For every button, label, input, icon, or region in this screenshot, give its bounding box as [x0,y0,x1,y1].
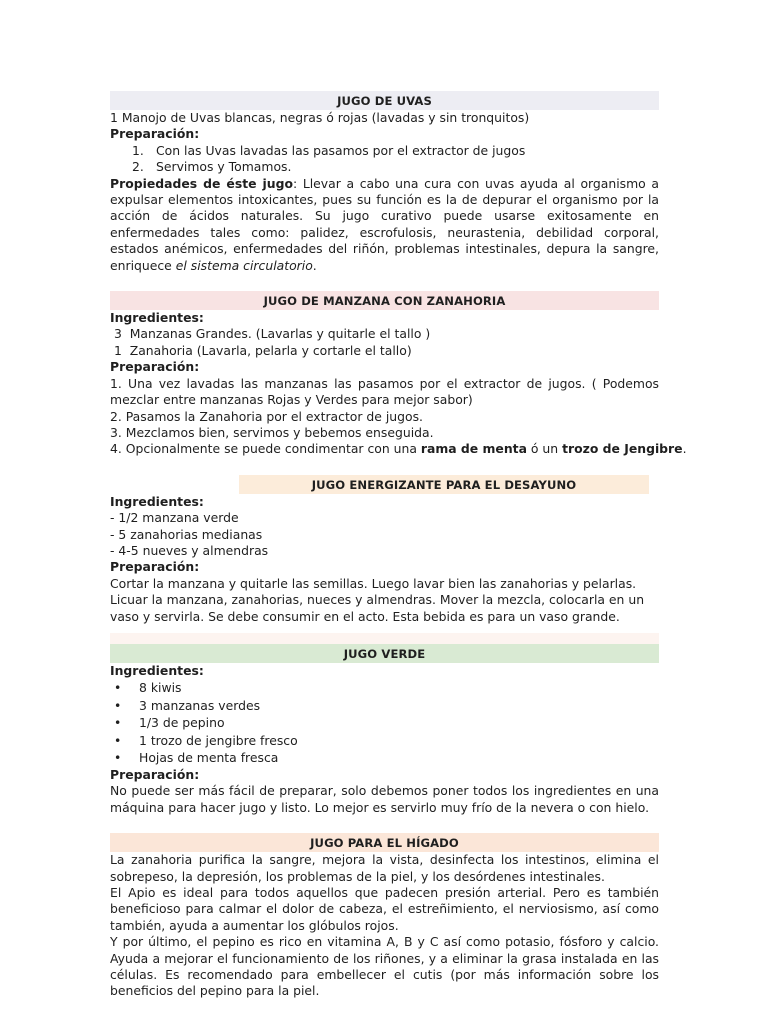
manzana-step: 2. Pasamos la Zanahoria por el extractor de jugos. [110,408,423,424]
energizante-ingredient: - 5 zanahorias medianas [110,526,263,542]
section-title-uvas: JUGO DE UVAS [110,91,659,110]
section-title-higado: JUGO PARA EL HÍGADO [110,833,659,852]
uvas-prep-label: Preparación: [110,126,200,142]
uvas-properties: Propiedades de éste jugo: Llevar a cabo una cura con uvas ayuda al organismo a expulsar elementos intoxicantes, pues su función es la de depurar el organismo por la acción de ácidos naturales. Su jugo curativo puede usarse exitosamente en enfermedades tales como: palidez, escrofulosis, neurastenia, debilidad corporal, estados anémicos, enfermedades del riñón, problemas intestinales, depura la sangre, enriquece el sistema circulatorio. [110,175,660,273]
higado-paragraph: El Apio es ideal para todos aquellos que padecen presión arterial. Pero es también beneficioso para calmar el dolor de cabeza, el estreñimiento, el nerviosismo, así como también, ayuda a aumentar los glóbulos rojos. [110,884,659,933]
verde-ingredient: • Hojas de menta fresca [114,750,279,766]
energizante-ingredient: - 1/2 manzana verde [110,510,239,526]
higado-paragraph: Y por último, el pepino es rico en vitamina A, B y C así como potasio, fósforo y calcio. Ayuda a mejorar el funcionamiento de los riñones, y a eliminar la grasa instalada en las células. Es recomendado para embellecer el cutis (por más información sobre los beneficios del pepino para la piel. [110,934,659,999]
verde-ingredient: • 3 manzanas verdes [114,697,261,713]
verde-ing-label: Ingredientes: [110,662,204,678]
manzana-step: 1. Una vez lavadas las manzanas las pasamos por el extractor de jugos. ( Podemos mezclar entre manzanas Rojas y Verdes para mejor sabor) [110,375,659,408]
section-title-energizante: JUGO ENERGIZANTE PARA EL DESAYUNO [239,475,649,494]
verde-ingredient: • 1/3 de pepino [114,715,225,731]
verde-prep-label: Preparación: [110,766,200,782]
section-title-verde: JUGO VERDE [110,644,659,663]
verde-prep-text: No puede ser más fácil de preparar, solo debemos poner todos los ingredientes en una máquina para hacer jugo y listo. Lo mejor es servirlo muy frío de la nevera o con hielo. [110,783,659,815]
document-content [110,91,687,1000]
uvas-step: 2. Servimos y Tomamos. [132,159,292,175]
manzana-ingredient: 3 Manzanas Grandes. (Lavarlas y quitarle el tallo ) [110,326,431,342]
verde-ingredient: • 8 kiwis [114,680,182,696]
energizante-prep-label: Preparación: [110,559,200,575]
manzana-step: 4. Opcionalmente se puede condimentar con una rama de menta ó un trozo de Jengibre. [110,441,687,457]
energizante-prep-text: Cortar la manzana y quitarle las semillas. Luego lavar bien las zanahorias y pelarlas. Licuar la manzana, zanahorias, nueces y almendras. Mover la mezcla, colocarla en un vaso y servirla. Se debe consumir en el acto. Esta bebida es para un vaso grande. [110,575,645,624]
verde-ingredient: • 1 trozo de jengibre fresco [114,732,298,748]
energizante-ingredient: - 4-5 nueves y almendras [110,542,269,558]
manzana-ingredient: 1 Zanahoria (Lavarla, pelarla y cortarle el tallo) [110,342,412,358]
uvas-props-label: Propiedades de éste jugo [110,175,293,191]
uvas-intro: 1 Manojo de Uvas blancas, negras ó rojas (lavadas y sin tronquitos) [110,110,530,125]
higado-paragraph: La zanahoria purifica la sangre, mejora la vista, desinfecta los intestinos, elimina el sobrepeso, la depresión, los problemas de la piel, y los desórdenes intestinales. [110,852,659,884]
uvas-step: 1. Con las Uvas lavadas las pasamos por el extractor de jugos [132,142,526,158]
manzana-prep-label: Preparación: [110,359,200,375]
manzana-ing-label: Ingredientes: [110,310,204,326]
energizante-ing-label: Ingredientes: [110,493,204,509]
section-title-manzana: JUGO DE MANZANA CON ZANAHORIA [110,291,659,310]
manzana-step: 3. Mezclamos bien, servimos y bebemos enseguida. [110,424,434,440]
spacer-strip [110,633,659,644]
